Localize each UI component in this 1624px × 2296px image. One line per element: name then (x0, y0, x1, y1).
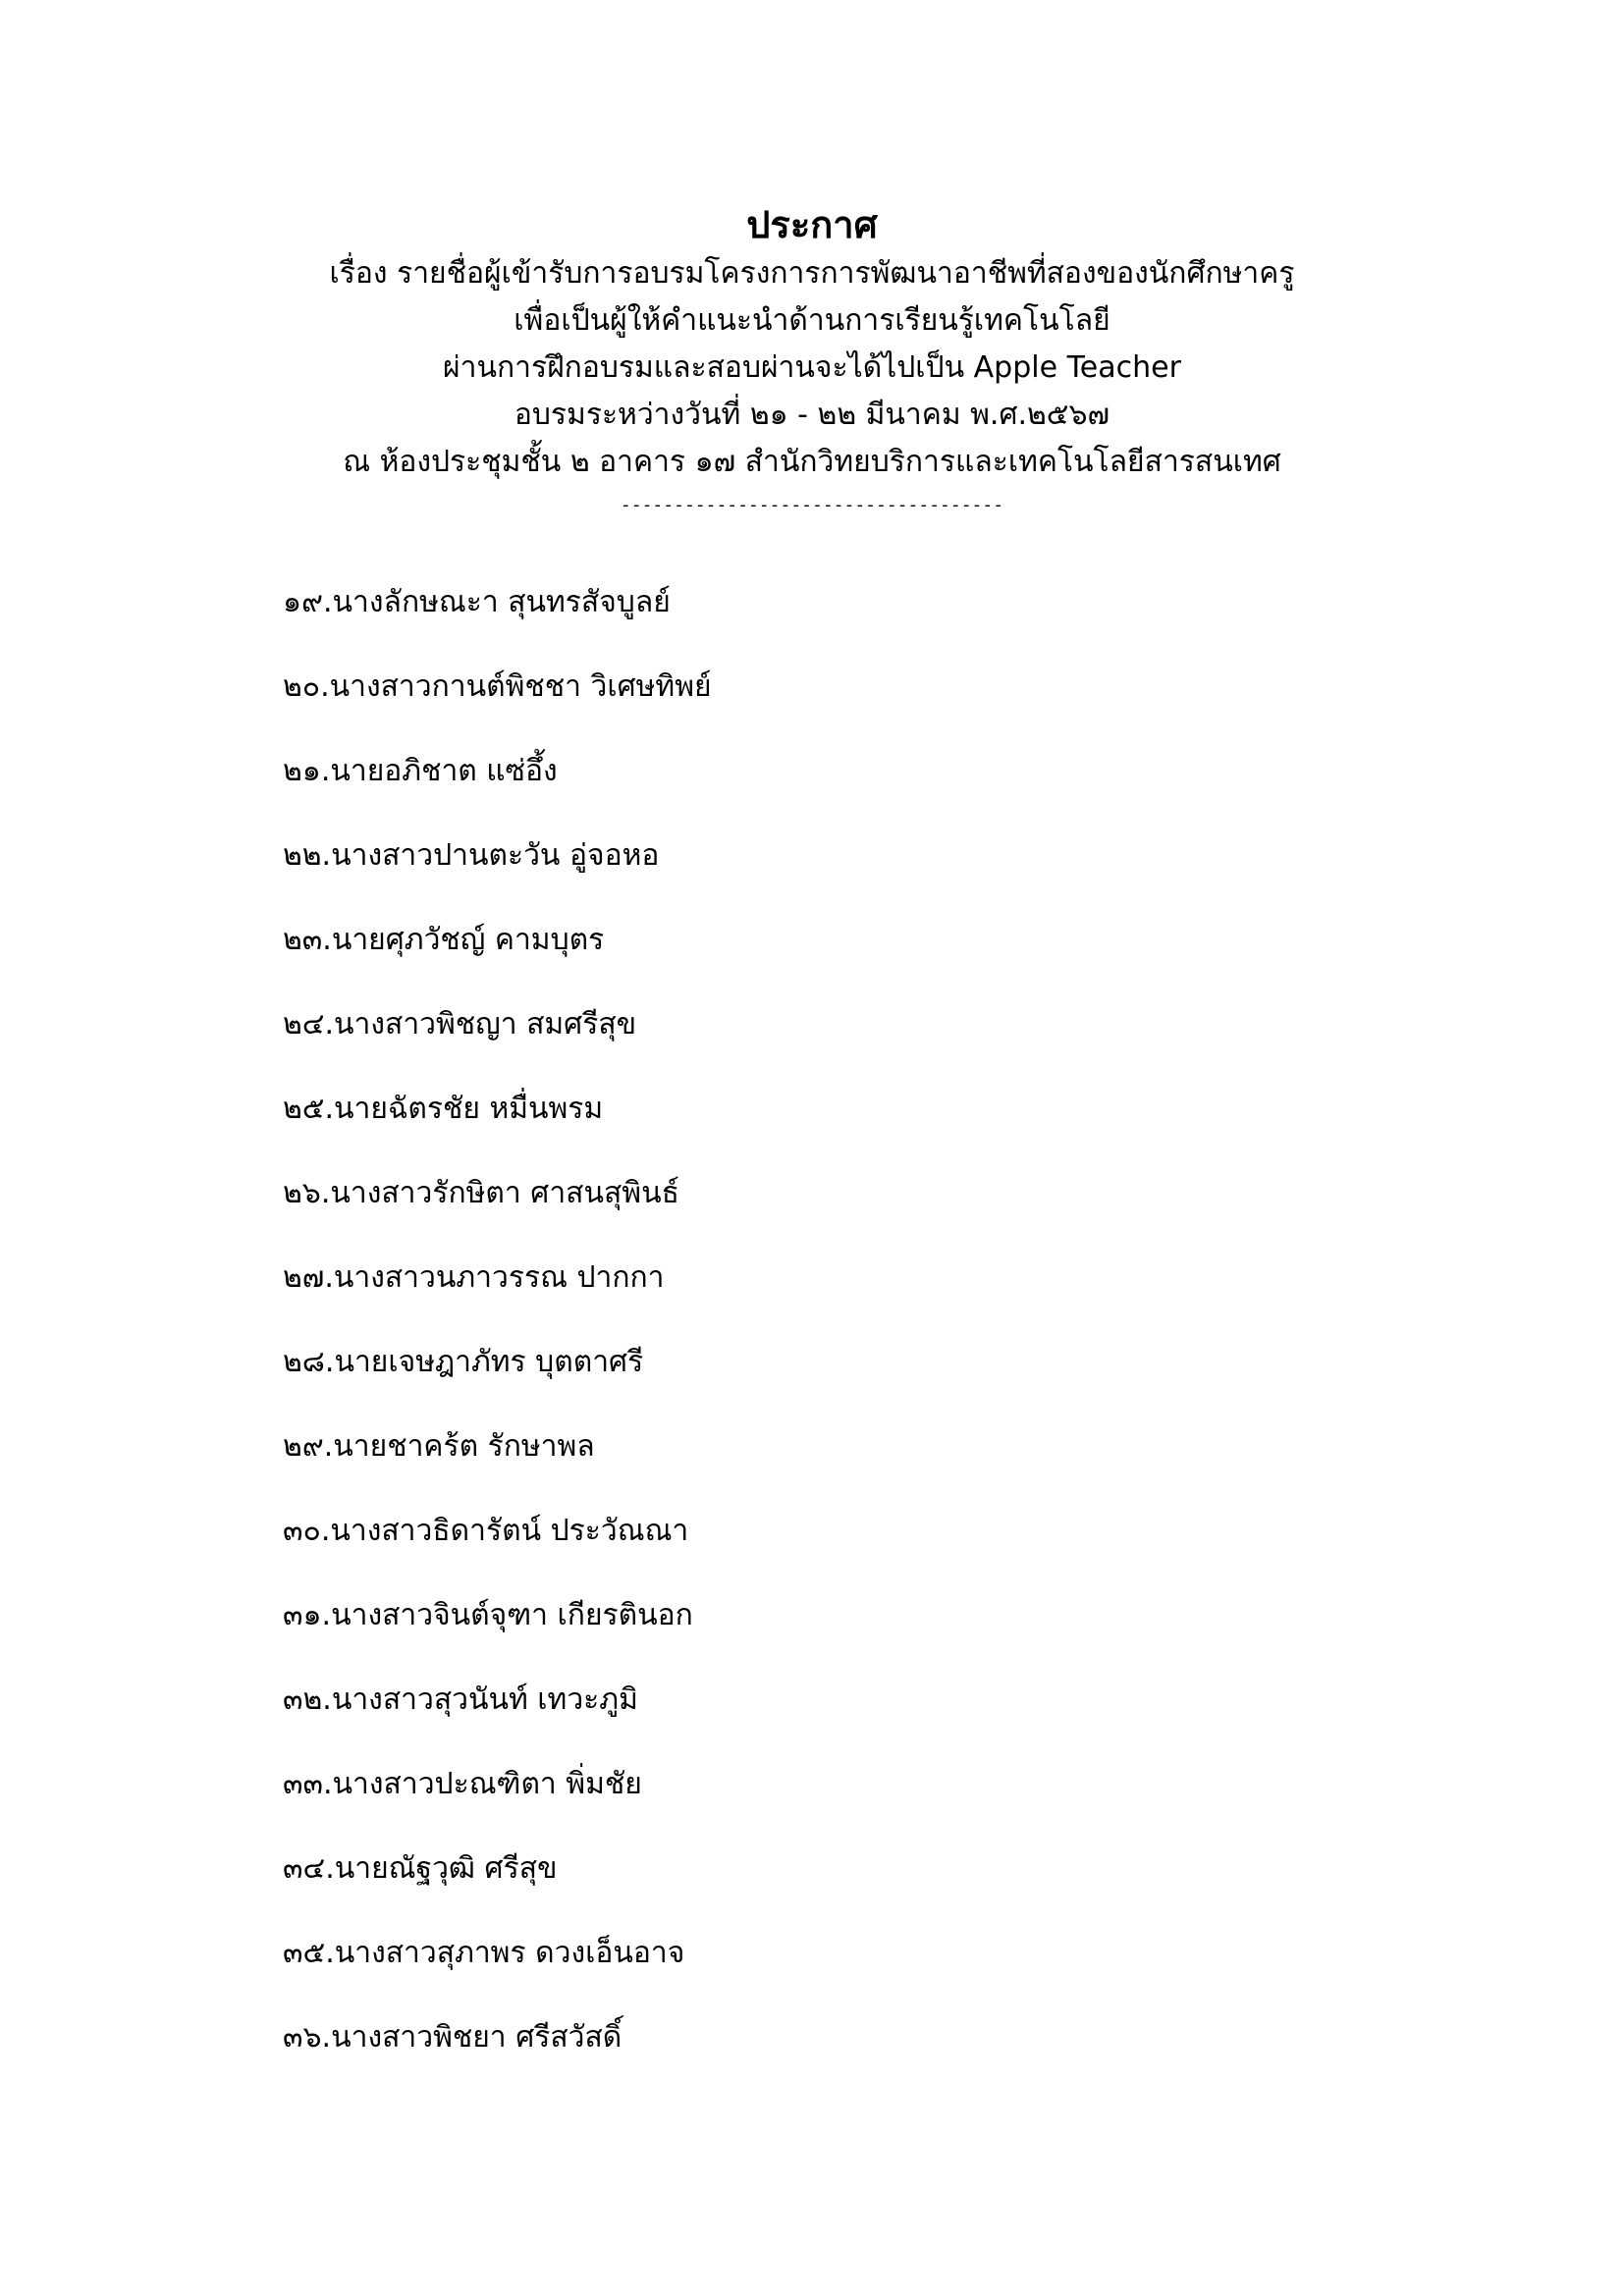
participant-item: ๓๒.นางสาวสุวนันท์ เทวะภูมิ (283, 1682, 638, 1717)
participant-item: ๒๖.นางสาวรักษิตา ศาสนสุพินธ์ (283, 1176, 679, 1210)
announcement-header (0, 201, 1624, 525)
participant-item: ๒๔.นางสาวพิชญา สมศรีสุข (283, 1007, 637, 1041)
announcement-subject: เรื่อง รายชื่อผู้เข้ารับการอบรมโครงการการพัฒนาอาชีพที่สองของนักศึกษาครู (329, 256, 1295, 291)
participant-item: ๒๑.นายอภิชาต แซ่อึ้ง (283, 754, 558, 788)
participant-item: ๒๒.นางสาวปานตะวัน อู่จอหอ (283, 838, 660, 873)
header-divider: ------------------------------------ (620, 495, 1004, 515)
announcement-purpose: เพื่อเป็นผู้ให้คำแนะนำด้านการเรียนรู้เทคโนโลยี (514, 303, 1110, 338)
participant-item: ๓๖.นางสาวพิชยา ศรีสวัสดิ์ (283, 2020, 623, 2055)
participant-item: ๓๓.นางสาวปะณฑิตา พิ่มชัย (283, 1767, 642, 1801)
participant-item: ๑๙.นางลักษณะา สุนทรสัจบูลย์ (283, 585, 671, 619)
participant-item: ๓๑.นางสาวจินต์จุฑา เกียรตินอก (283, 1598, 693, 1632)
announcement-outcome: ผ่านการฝึกอบรมและสอบผ่านจะได้ไปเป็น Apple Teacher (443, 350, 1181, 385)
participant-item: ๓๐.นางสาวธิดารัตน์ ประวัณณา (283, 1514, 689, 1548)
participant-item: ๒๘.นายเจษฎาภัทร บุตตาศรี (283, 1345, 644, 1379)
participant-item: ๒๐.นางสาวกานต์พิชชา วิเศษทิพย์ (283, 669, 712, 704)
participant-item: ๒๗.นางสาวนภาวรรณ ปากกา (283, 1260, 665, 1295)
participant-item: ๒๓.นายศุภวัชญ์ คามบุตร (283, 923, 605, 957)
participant-item: ๓๕.นางสาวสุภาพร ดวงเอ็นอาจ (283, 1936, 685, 1970)
announcement-venue: ณ ห้องประชุมชั้น ๒ อาคาร ๑๗ สำนักวิทยบริการและเทคโนโลยีสารสนเทศ (343, 445, 1281, 479)
participant-item: ๓๔.นายณัฐวุฒิ ศรีสุข (283, 1851, 558, 1886)
announcement-dates: อบรมระหว่างวันที่ ๒๑ - ๒๒ มีนาคม พ.ศ.๒๕๖๗ (514, 398, 1110, 432)
participant-item: ๒๕.นายฉัตรชัย หมื่นพรม (283, 1092, 604, 1126)
announcement-title: ประกาศ (746, 203, 878, 246)
participant-item: ๒๙.นายชาคร้ต รักษาพล (283, 1429, 595, 1464)
participant-list (283, 579, 712, 2099)
